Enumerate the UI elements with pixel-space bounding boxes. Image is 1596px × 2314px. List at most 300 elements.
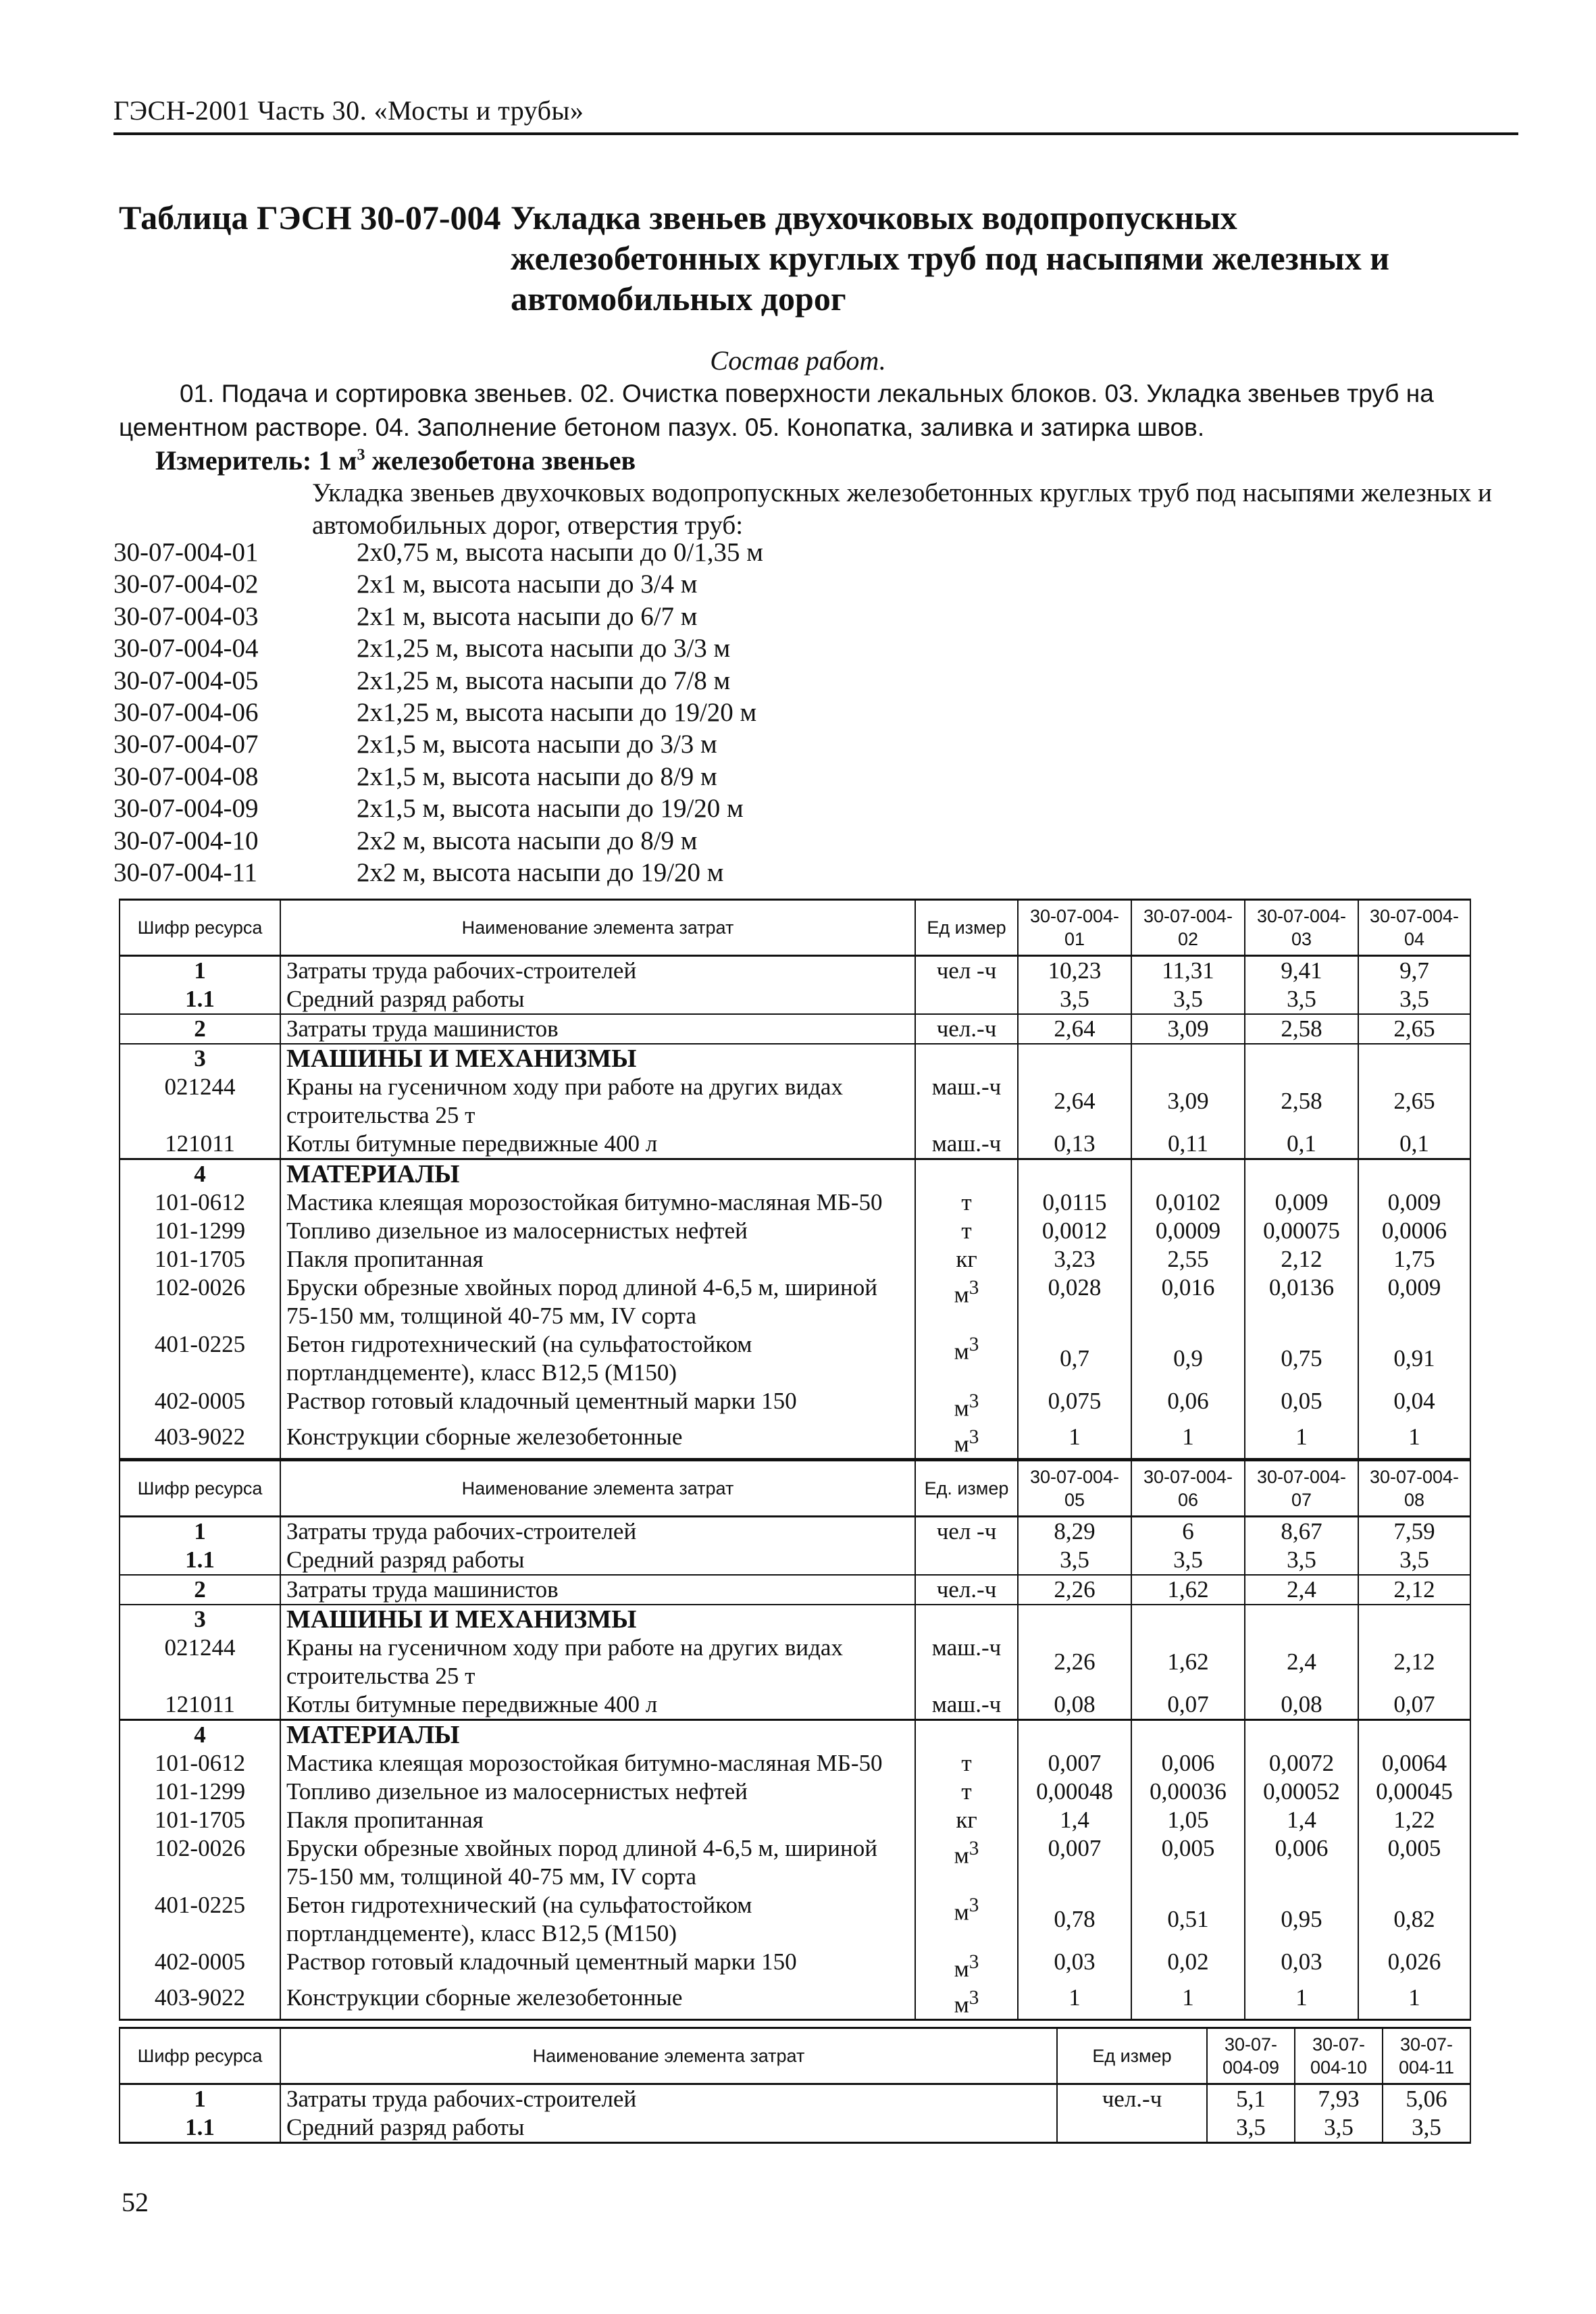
value-cell: 0,7 (1018, 1330, 1131, 1387)
unit-text: м (954, 1898, 969, 1926)
norm-code: 30-07-004-07 (113, 730, 259, 759)
value-cell: 1,05 (1131, 1806, 1245, 1834)
norm-code-list (113, 536, 1194, 888)
value-cell: 2,26 (1018, 1575, 1131, 1605)
resource-name: Конструкции сборные железобетонные (280, 1984, 915, 2020)
resource-name: Пакля пропитанная (280, 1245, 915, 1274)
value-cell (1018, 1605, 1131, 1634)
resource-code: 4 (120, 1720, 280, 1750)
col-header-norm: 30-07-004-05 (1018, 1461, 1131, 1517)
table-row (120, 1806, 1470, 1834)
table-row (120, 1690, 1470, 1720)
resource-code: 402-0005 (120, 1948, 280, 1984)
value-cell: 2,65 (1358, 1073, 1470, 1130)
resource-name: Топливо дизельное из малосернистых нефтей (280, 1778, 915, 1806)
resource-name: Средний разряд работы (280, 2113, 1057, 2143)
unit-text: маш.-ч (931, 1074, 1002, 1100)
col-header-norm: 30-07-004-07 (1245, 1461, 1358, 1517)
resource-code: 3 (120, 1605, 280, 1634)
unit-text: кг (956, 1807, 977, 1833)
unit-cell (915, 1245, 1018, 1274)
unit-cell (915, 1159, 1018, 1189)
value-cell: 0,009 (1245, 1188, 1358, 1217)
value-cell: 0,08 (1245, 1690, 1358, 1720)
value-cell: 2,12 (1245, 1245, 1358, 1274)
unit-cell (915, 956, 1018, 986)
value-cell: 0,0009 (1131, 1217, 1245, 1245)
resource-table (119, 2027, 1471, 2144)
value-cell: 1,62 (1131, 1575, 1245, 1605)
value-cell (1245, 1044, 1358, 1073)
value-cell (1018, 1720, 1131, 1750)
value-cell: 3,09 (1131, 1014, 1245, 1044)
unit-cell (915, 1423, 1018, 1459)
resource-name: Мастика клеящая морозостойкая битумно-масляная МБ-50 (280, 1188, 915, 1217)
resource-code: 102-0026 (120, 1274, 280, 1330)
value-cell: 0,91 (1358, 1330, 1470, 1387)
norm-code: 30-07-004-03 (113, 601, 259, 631)
unit-cell (915, 1749, 1018, 1778)
resource-name: Средний разряд работы (280, 1546, 915, 1575)
measure-label: Измеритель: (155, 445, 312, 476)
value-cell: 1 (1018, 1423, 1131, 1459)
unit-cell (915, 1778, 1018, 1806)
table-row (120, 1634, 1470, 1690)
norm-desc: 2х2 м, высота насыпи до 8/9 м (357, 826, 698, 855)
unit-text: м (954, 1430, 969, 1457)
value-cell: 3,09 (1131, 1073, 1245, 1130)
resource-code: 403-9022 (120, 1984, 280, 2020)
table-row (120, 1330, 1470, 1387)
value-cell: 0,00075 (1245, 1217, 1358, 1245)
resource-name: Конструкции сборные железобетонные (280, 1423, 915, 1459)
value-cell: 0,00036 (1131, 1778, 1245, 1806)
unit-text: т (961, 1750, 972, 1776)
col-header-norm: 30-07-004-02 (1131, 900, 1245, 956)
unit-text: кг (956, 1246, 977, 1272)
value-cell: 0,03 (1245, 1948, 1358, 1984)
value-cell (1358, 1159, 1470, 1189)
value-cell: 8,67 (1245, 1517, 1358, 1546)
value-cell: 3,5 (1295, 2113, 1383, 2143)
value-cell (1131, 1720, 1245, 1750)
unit-cell (915, 985, 1018, 1014)
value-cell: 3,5 (1245, 1546, 1358, 1575)
unit-text: м (954, 1991, 969, 2018)
norm-code: 30-07-004-10 (113, 826, 259, 855)
unit-text: т (961, 1217, 972, 1244)
resource-code: 4 (120, 1159, 280, 1189)
unit-cell (915, 1806, 1018, 1834)
table-row (120, 1217, 1470, 1245)
table-row (120, 1387, 1470, 1423)
value-cell: 1 (1131, 1423, 1245, 1459)
resource-code: 401-0225 (120, 1891, 280, 1948)
value-cell: 3,5 (1018, 985, 1131, 1014)
resource-name: Бетон гидротехнический (на сульфатостойком портландцементе), класс В12,5 (М150) (280, 1330, 915, 1387)
value-cell (1018, 1044, 1131, 1073)
unit-text: т (961, 1189, 972, 1215)
value-cell: 0,00045 (1358, 1778, 1470, 1806)
resource-table (119, 899, 1471, 1460)
resource-name: Бруски обрезные хвойных пород длиной 4-6,5 м, шириной 75-150 мм, толщиной 40-75 мм, IV сорта (280, 1274, 915, 1330)
table-row (120, 1546, 1470, 1575)
col-header-norm: 30-07-004-08 (1358, 1461, 1470, 1517)
value-cell: 3,5 (1358, 1546, 1470, 1575)
norm-code-row (113, 825, 1194, 857)
unit-cell: чел.-ч (1057, 2084, 1207, 2114)
table-row (120, 1130, 1470, 1159)
table-header-row (120, 2028, 1470, 2084)
norm-code-row (113, 697, 1194, 728)
norm-code: 30-07-004-02 (113, 570, 259, 599)
value-cell: 0,0064 (1358, 1749, 1470, 1778)
resource-name: Затраты труда машинистов (280, 1014, 915, 1044)
table-title (119, 197, 1524, 319)
resource-name: Краны на гусеничном ходу при работе на других видах строительства 25 т (280, 1073, 915, 1130)
table-row (120, 985, 1470, 1014)
norm-desc: 2х1,25 м, высота насыпи до 3/3 м (357, 634, 731, 663)
resource-code: 101-1705 (120, 1806, 280, 1834)
table-row (120, 2113, 1470, 2143)
unit-cell (915, 1014, 1018, 1044)
norm-code-row (113, 761, 1194, 793)
norm-desc: 2х1,5 м, высота насыпи до 3/3 м (357, 730, 717, 759)
value-cell: 0,006 (1245, 1834, 1358, 1891)
value-cell (1358, 1044, 1470, 1073)
unit-cell (915, 1517, 1018, 1546)
value-cell: 1,62 (1131, 1634, 1245, 1690)
norm-code: 30-07-004-09 (113, 794, 259, 824)
unit-cell (915, 1720, 1018, 1750)
table-row (120, 2084, 1470, 2114)
table-row (120, 1423, 1470, 1459)
col-header-name: Наименование элемента затрат (280, 900, 915, 956)
value-cell: 0,016 (1131, 1274, 1245, 1330)
resource-code: 1 (120, 2084, 280, 2114)
unit-text: м (954, 1394, 969, 1422)
value-cell: 2,64 (1018, 1073, 1131, 1130)
unit-sup: 3 (969, 1277, 979, 1299)
unit-cell (915, 1575, 1018, 1605)
resource-name: Мастика клеящая морозостойкая битумно-масляная МБ-50 (280, 1749, 915, 1778)
value-cell: 0,75 (1245, 1330, 1358, 1387)
col-header-unit: Ед измер (915, 900, 1018, 956)
unit-sup: 3 (969, 1426, 979, 1448)
table-row (120, 1891, 1470, 1948)
value-cell: 0,11 (1131, 1130, 1245, 1159)
value-cell: 0,95 (1245, 1891, 1358, 1948)
resource-code: 3 (120, 1044, 280, 1073)
table-row (120, 1274, 1470, 1330)
value-cell: 0,05 (1245, 1387, 1358, 1423)
unit-text: чел.-ч (936, 1576, 997, 1603)
resource-name: Пакля пропитанная (280, 1806, 915, 1834)
value-cell: 7,93 (1295, 2084, 1383, 2114)
resource-code: 121011 (120, 1130, 280, 1159)
unit-cell (915, 1690, 1018, 1720)
table-row (120, 1605, 1470, 1634)
value-cell: 0,075 (1018, 1387, 1131, 1423)
col-header-norm: 30-07-004-04 (1358, 900, 1470, 956)
value-cell (1245, 1720, 1358, 1750)
col-header-name: Наименование элемента затрат (280, 1461, 915, 1517)
resource-name: Котлы битумные передвижные 400 л (280, 1130, 915, 1159)
value-cell: 0,03 (1018, 1948, 1131, 1984)
table-row (120, 1749, 1470, 1778)
unit-text: маш.-ч (931, 1634, 1002, 1661)
unit-sup: 3 (969, 1894, 979, 1916)
table-row (120, 956, 1470, 986)
value-cell (1245, 1605, 1358, 1634)
table-row (120, 1720, 1470, 1750)
value-cell: 2,58 (1245, 1014, 1358, 1044)
value-cell: 2,58 (1245, 1073, 1358, 1130)
value-cell: 0,51 (1131, 1891, 1245, 1948)
resource-name: Котлы битумные передвижные 400 л (280, 1690, 915, 1720)
value-cell: 2,12 (1358, 1575, 1470, 1605)
col-header-code: Шифр ресурса (120, 2028, 280, 2084)
value-cell: 0,08 (1018, 1690, 1131, 1720)
col-header-code: Шифр ресурса (120, 900, 280, 956)
value-cell (1358, 1605, 1470, 1634)
norm-code-row (113, 857, 1194, 888)
resource-code: 2 (120, 1575, 280, 1605)
value-cell: 0,0136 (1245, 1274, 1358, 1330)
unit-text: чел -ч (936, 957, 997, 984)
unit-cell (915, 1634, 1018, 1690)
resource-name: Средний разряд работы (280, 985, 915, 1014)
table-header-row (120, 1461, 1470, 1517)
col-header-norm: 30-07-004-06 (1131, 1461, 1245, 1517)
resource-code: 401-0225 (120, 1330, 280, 1387)
resource-name: Затраты труда машинистов (280, 1575, 915, 1605)
resource-name: Затраты труда рабочих-строителей (280, 956, 915, 986)
resource-code: 1.1 (120, 1546, 280, 1575)
measure-sup: 3 (357, 446, 365, 464)
norm-code-row (113, 568, 1194, 600)
unit-cell (915, 1984, 1018, 2020)
value-cell: 6 (1131, 1517, 1245, 1546)
norm-code-row (113, 601, 1194, 632)
resource-name: Бруски обрезные хвойных пород длиной 4-6,5 м, шириной 75-150 мм, толщиной 40-75 мм, IV сорта (280, 1834, 915, 1891)
table-row (120, 1984, 1470, 2020)
norm-code-row (113, 793, 1194, 824)
unit-cell (915, 1274, 1018, 1330)
norm-desc: 2х1,5 м, высота насыпи до 8/9 м (357, 761, 717, 791)
resource-name: Раствор готовый кладочный цементный марки 150 (280, 1948, 915, 1984)
unit-cell (915, 1044, 1018, 1073)
unit-cell (915, 1387, 1018, 1423)
unit-text: чел.-ч (936, 1015, 997, 1042)
col-header-unit: Ед измер (1057, 2028, 1207, 2084)
resource-name: Бетон гидротехнический (на сульфатостойком портландцементе), класс В12,5 (М150) (280, 1891, 915, 1948)
resource-table (119, 1459, 1471, 2021)
value-cell: 1 (1245, 1423, 1358, 1459)
unit-text: м (954, 1955, 969, 1982)
unit-text: м (954, 1338, 969, 1365)
value-cell: 0,07 (1131, 1690, 1245, 1720)
unit-cell (915, 1330, 1018, 1387)
resource-code: 021244 (120, 1634, 280, 1690)
value-cell: 7,59 (1358, 1517, 1470, 1546)
unit-sup: 3 (969, 1390, 979, 1412)
value-cell: 0,028 (1018, 1274, 1131, 1330)
value-cell: 2,4 (1245, 1634, 1358, 1690)
norm-code-row (113, 632, 1194, 664)
norm-desc: 2х1,5 м, высота насыпи до 19/20 м (357, 794, 744, 824)
table-row (120, 1948, 1470, 1984)
norm-code-row (113, 536, 1194, 568)
composition-text: 01. Подача и сортировка звеньев. 02. Очистка поверхности лекальных блоков. 03. Укладка звеньев труб на цементном растворе. 04. Заполнение бетоном пазух. 05. Конопатка, заливка и затирка швов. (119, 380, 1434, 441)
col-header-norm: 30-07-004-10 (1295, 2028, 1383, 2084)
resource-name: МАШИНЫ И МЕХАНИЗМЫ (280, 1044, 915, 1073)
value-cell: 0,005 (1358, 1834, 1470, 1891)
table-row (120, 1159, 1470, 1189)
value-cell: 0,005 (1131, 1834, 1245, 1891)
value-cell: 3,5 (1207, 2113, 1295, 2143)
value-cell: 10,23 (1018, 956, 1131, 986)
unit-cell (915, 1834, 1018, 1891)
unit-sup: 3 (969, 1986, 979, 2009)
unit-text: м (954, 1842, 969, 1869)
unit-cell (1057, 2113, 1207, 2143)
resource-code: 101-1705 (120, 1245, 280, 1274)
value-cell: 3,5 (1383, 2113, 1470, 2143)
value-cell: 2,12 (1358, 1634, 1470, 1690)
measure-value: 1 м (318, 445, 357, 476)
value-cell: 9,41 (1245, 956, 1358, 986)
resource-code: 101-1299 (120, 1217, 280, 1245)
value-cell: 3,5 (1245, 985, 1358, 1014)
table-row (120, 1014, 1470, 1044)
value-cell: 0,1 (1358, 1130, 1470, 1159)
table-title-label: Таблица ГЭСН 30-07-004 (119, 199, 501, 236)
value-cell: 1,4 (1245, 1806, 1358, 1834)
resource-code: 102-0026 (120, 1834, 280, 1891)
header-rule (113, 132, 1518, 135)
resource-code: 121011 (120, 1690, 280, 1720)
norm-code: 30-07-004-04 (113, 634, 259, 663)
value-cell: 0,0102 (1131, 1188, 1245, 1217)
resource-code: 1.1 (120, 2113, 280, 2143)
col-header-unit: Ед. измер (915, 1461, 1018, 1517)
unit-sup: 3 (969, 1838, 979, 1859)
resource-code: 402-0005 (120, 1387, 280, 1423)
value-cell: 2,26 (1018, 1634, 1131, 1690)
value-cell: 0,007 (1018, 1834, 1131, 1891)
resource-code: 1 (120, 956, 280, 986)
table-row (120, 1517, 1470, 1546)
resource-name: МАТЕРИАЛЫ (280, 1159, 915, 1189)
value-cell: 0,13 (1018, 1130, 1131, 1159)
value-cell: 0,0115 (1018, 1188, 1131, 1217)
resource-code: 101-0612 (120, 1188, 280, 1217)
value-cell: 0,78 (1018, 1891, 1131, 1948)
value-cell: 1 (1018, 1984, 1131, 2020)
unit-cell (915, 1546, 1018, 1575)
value-cell: 2,64 (1018, 1014, 1131, 1044)
value-cell (1358, 1720, 1470, 1750)
running-header: ГЭСН-2001 Часть 30. «Мосты и трубы» (113, 95, 584, 126)
resource-name: Затраты труда рабочих-строителей (280, 1517, 915, 1546)
value-cell: 1 (1358, 1984, 1470, 2020)
value-cell: 3,5 (1131, 985, 1245, 1014)
unit-cell (915, 1073, 1018, 1130)
value-cell: 0,0072 (1245, 1749, 1358, 1778)
value-cell: 1,4 (1018, 1806, 1131, 1834)
table-title-text: Укладка звеньев двухочковых водопропускных железобетонных круглых труб под насыпями железных и автомобильных дорог (511, 199, 1390, 318)
resource-code: 403-9022 (120, 1423, 280, 1459)
norm-desc: 2х0,75 м, высота насыпи до 0/1,35 м (357, 538, 763, 567)
value-cell: 9,7 (1358, 956, 1470, 986)
unit-text: м (954, 1281, 969, 1308)
value-cell: 1 (1131, 1984, 1245, 2020)
value-cell: 5,06 (1383, 2084, 1470, 2114)
resource-name: МАШИНЫ И МЕХАНИЗМЫ (280, 1605, 915, 1634)
value-cell: 3,5 (1358, 985, 1470, 1014)
norm-desc: 2х1,25 м, высота насыпи до 19/20 м (357, 697, 757, 727)
value-cell: 0,007 (1018, 1749, 1131, 1778)
resource-code: 021244 (120, 1073, 280, 1130)
table-row (120, 1073, 1470, 1130)
resource-code: 101-1299 (120, 1778, 280, 1806)
value-cell: 0,0012 (1018, 1217, 1131, 1245)
table-row (120, 1778, 1470, 1806)
measure-rest: железобетона звеньев (365, 445, 636, 476)
resource-code: 1.1 (120, 985, 280, 1014)
composition-heading: Состав работ. (710, 345, 886, 376)
value-cell (1131, 1605, 1245, 1634)
value-cell: 0,02 (1131, 1948, 1245, 1984)
unit-cell (915, 1217, 1018, 1245)
value-cell: 3,5 (1018, 1546, 1131, 1575)
value-cell: 1 (1245, 1984, 1358, 2020)
value-cell: 8,29 (1018, 1517, 1131, 1546)
value-cell: 2,55 (1131, 1245, 1245, 1274)
norm-code-row (113, 728, 1194, 760)
resource-code: 101-0612 (120, 1749, 280, 1778)
value-cell (1245, 1159, 1358, 1189)
norm-code: 30-07-004-05 (113, 665, 259, 695)
value-cell: 0,00052 (1245, 1778, 1358, 1806)
value-cell: 0,00048 (1018, 1778, 1131, 1806)
value-cell: 0,04 (1358, 1387, 1470, 1423)
norm-code: 30-07-004-08 (113, 761, 259, 791)
value-cell: 1 (1358, 1423, 1470, 1459)
value-cell (1131, 1044, 1245, 1073)
norm-desc: 2х1 м, высота насыпи до 3/4 м (357, 570, 698, 599)
unit-text: чел -ч (936, 1518, 997, 1544)
value-cell: 0,006 (1131, 1749, 1245, 1778)
value-cell: 0,9 (1131, 1330, 1245, 1387)
norm-desc: 2х1,25 м, высота насыпи до 7/8 м (357, 665, 731, 695)
value-cell: 0,0006 (1358, 1217, 1470, 1245)
col-header-norm: 30-07-004-01 (1018, 900, 1131, 956)
value-cell: 0,009 (1358, 1274, 1470, 1330)
value-cell: 5,1 (1207, 2084, 1295, 2114)
norm-code: 30-07-004-11 (113, 857, 258, 887)
unit-text: т (961, 1778, 972, 1805)
value-cell: 0,026 (1358, 1948, 1470, 1984)
norm-code: 30-07-004-06 (113, 697, 259, 727)
table-row (120, 1245, 1470, 1274)
unit-text: маш.-ч (931, 1691, 1002, 1717)
norm-code-row (113, 665, 1194, 697)
col-header-norm: 30-07-004-09 (1207, 2028, 1295, 2084)
value-cell: 11,31 (1131, 956, 1245, 986)
resource-code: 1 (120, 1517, 280, 1546)
